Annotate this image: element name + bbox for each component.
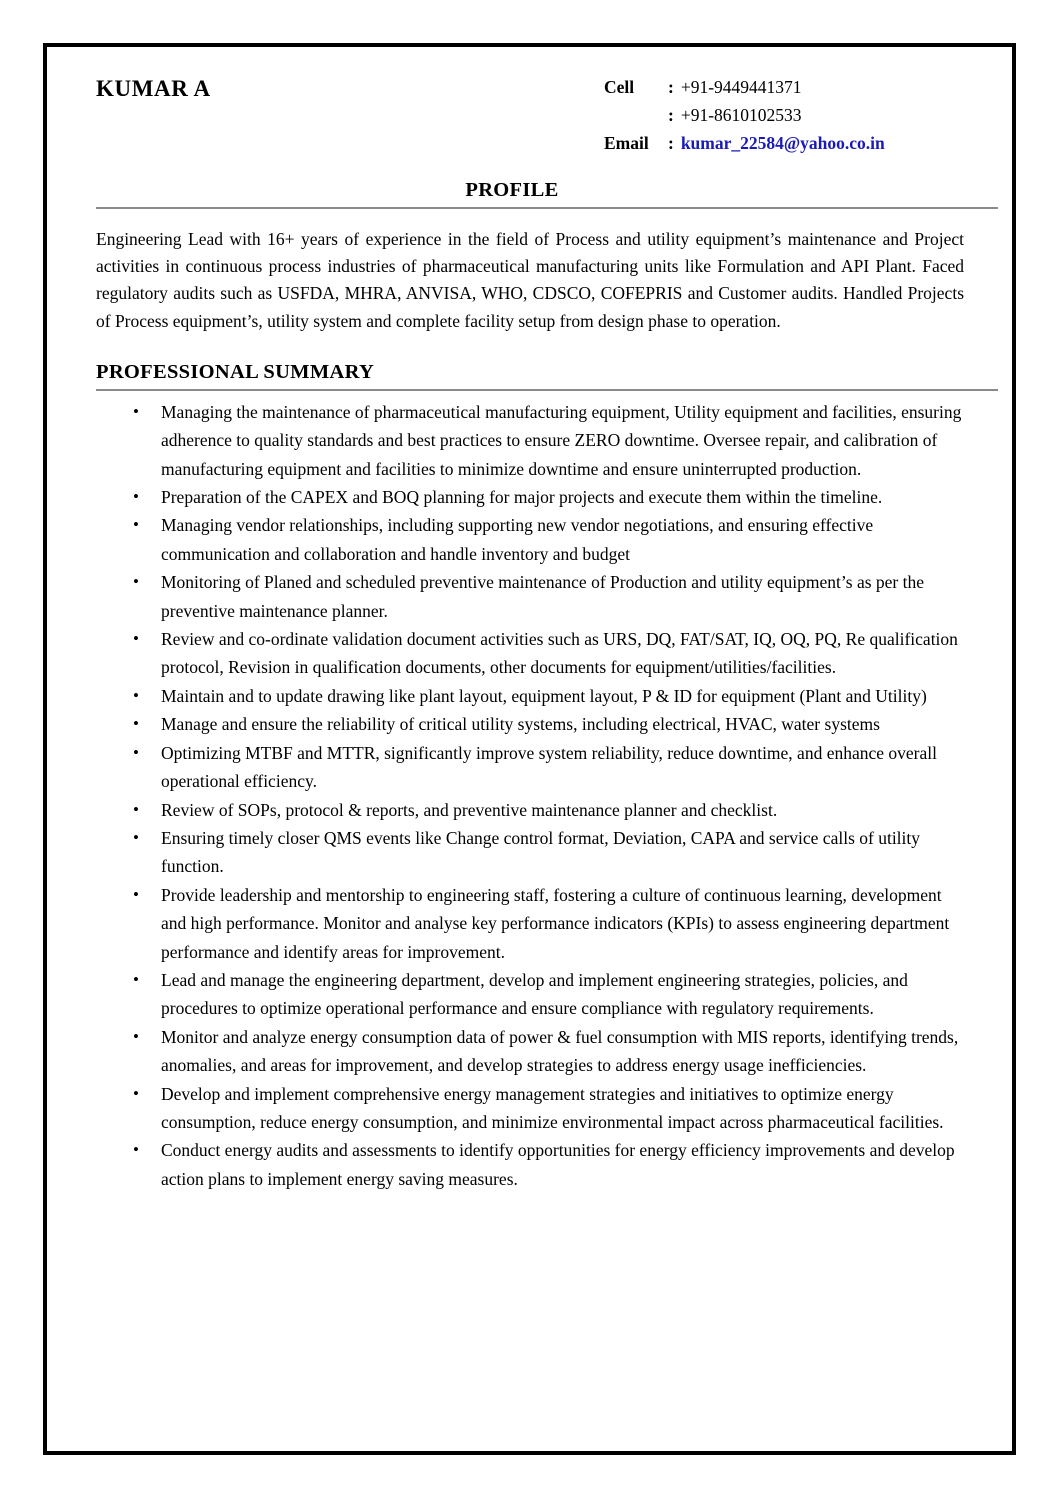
summary-bullet-item [96,1080,998,1137]
summary-bullet-item [96,398,998,483]
contact-row-cell-secondary [604,101,998,129]
summary-bullet-text: Lead and manage the engineering department, develop and implement engineering strategies, policies, and procedures to optimize operational performance and ensure compliance with regulatory requirements. [161,969,908,1019]
summary-bullet-item [96,710,998,738]
page-border-frame [43,43,1016,1455]
contact-row-cell-primary [604,73,998,101]
summary-bullet-text: Managing the maintenance of pharmaceutical manufacturing equipment, Utility equipment and facilities, ensuring adherence to quality standards and best practices to ensure ZERO downtime. Oversee repair, and calibration of manufacturing equipment and facilities to minimize downtime and ensure uninterrupted production. [161,401,962,479]
summary-bullet-item [96,796,998,824]
summary-bullet-text: Develop and implement comprehensive energy management strategies and initiatives to optimize energy consumption, reduce energy consumption, and minimize environmental impact across pharmaceutical facilities. [161,1083,944,1132]
profile-body-paragraph: Engineering Lead with 16+ years of experience in the field of Process and utility equipment’s maintenance and Project activities in continuous process industries of pharmaceutical manufacturing units like Formulation and API Plant. Faced regulatory audits such as USFDA, MHRA, ANVISA, WHO, CDSCO, COFEPRIS and Customer audits. Handled Projects of Process equipment’s, utility system and complete facility setup from design phase to operation. [96,229,964,331]
bullet-dot-icon: • [133,799,139,819]
email-link[interactable]: kumar_22584@yahoo.co.in [680,133,885,153]
professional-summary-list [96,398,998,1193]
summary-bullet-item [96,568,998,625]
summary-bullet-text: Managing vendor relationships, including supporting new vendor negotiations, and ensuring effective communication and collaboration and handle inventory and budget [161,515,874,564]
summary-bullet-text: Review and co-ordinate validation document activities such as URS, DQ, FAT/SAT, IQ, OQ, PQ, Re qualification protocol, Revision in qualification documents, other documents for equipment/utilities/facilities. [161,629,958,678]
candidate-name: KUMAR A [96,76,211,101]
summary-bullet-text: Monitoring of Planed and scheduled preventive maintenance of Production and utility equipment’s as per the preventive maintenance planner. [161,572,925,621]
cell-colon: : [668,77,674,97]
summary-bullet-item [96,1136,998,1193]
summary-bullet-item [96,966,998,1023]
bullet-dot-icon: • [133,515,139,535]
bullet-dot-icon: • [133,742,139,762]
summary-bullet-text: Manage and ensure the reliability of critical utility systems, including electrical, HVAC, water systems [161,714,880,735]
summary-bullet-item [96,483,998,511]
summary-bullet-text: Ensuring timely closer QMS events like Change control format, Deviation, CAPA and service calls of utility function. [161,827,921,877]
header [96,73,998,157]
summary-bullet-text: Conduct energy audits and assessments to identify opportunities for energy efficiency improvements and develop action plans to implement energy saving measures. [161,1140,955,1189]
bullet-dot-icon: • [133,1026,139,1046]
summary-bullet-text: Monitor and analyze energy consumption data of power & fuel consumption with MIS reports, identifying trends, anomalies, and areas for improvement, and develop strategies to address energy usage inefficiencies. [161,1026,959,1076]
summary-bullet-item [96,881,998,966]
bullet-dot-icon: • [133,969,139,989]
summary-bullet-text: Maintain and to update drawing like plant layout, equipment layout, P & ID for equipment (Plant and Utility) [161,685,927,706]
summary-bullet-item [96,1023,998,1080]
bullet-dot-icon: • [133,685,139,705]
summary-bullet-item [96,739,998,796]
professional-summary-section-head [96,361,998,391]
summary-bullet-text: Preparation of the CAPEX and BOQ planning for major projects and execute them within the timeline. [161,487,883,508]
bullet-dot-icon: • [133,884,139,904]
summary-bullet-text: Review of SOPs, protocol & reports, and preventive maintenance planner and checklist. [161,799,778,820]
cell-label: Cell [604,77,635,97]
bullet-dot-icon: • [133,1083,139,1103]
bullet-dot-icon: • [133,1140,139,1160]
summary-bullet-text: Optimizing MTBF and MTTR, significantly improve system reliability, reduce downtime, and enhance overall operational efficiency. [161,742,937,792]
bullet-dot-icon: • [133,714,139,734]
email-colon: : [668,133,674,153]
profile-section-head [96,179,998,209]
professional-summary-heading: PROFESSIONAL SUMMARY [96,360,375,383]
bullet-dot-icon: • [133,629,139,649]
bullet-dot-icon: • [133,487,139,507]
summary-bullet-item [96,625,998,682]
profile-heading: PROFILE [465,179,559,201]
summary-bullet-item [96,511,998,568]
summary-bullet-text: Provide leadership and mentorship to engineering staff, fostering a culture of continuous learning, development and high performance. Monitor and analyse key performance indicators (KPIs) to assess engineering department performance and identify areas for improvement. [161,884,950,962]
contact-block [604,73,998,157]
email-label: Email [604,133,649,153]
bullet-dot-icon: • [133,827,139,847]
bullet-dot-icon: • [133,572,139,592]
phone-secondary: +91-8610102533 [680,105,802,125]
contact-row-email [604,129,998,157]
cell-secondary-colon: : [668,105,674,125]
summary-bullet-item [96,682,998,710]
phone-primary: +91-9449441371 [680,77,802,97]
summary-bullet-item [96,824,998,881]
cell-label-spacer [604,101,668,129]
bullet-dot-icon: • [133,401,139,421]
